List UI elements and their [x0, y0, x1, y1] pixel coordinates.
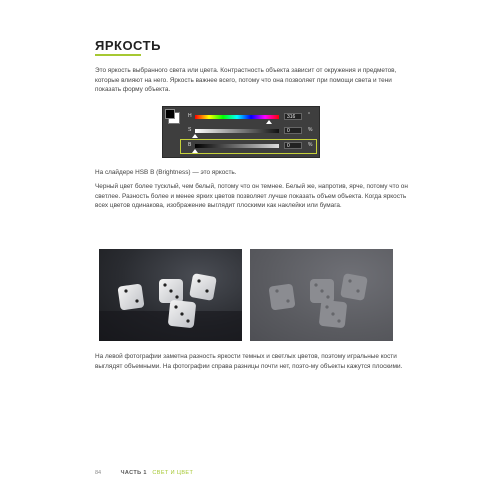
- die-left: [117, 283, 144, 310]
- slider-caption: На слайдере HSB B (Brightness) — это яркость.: [95, 169, 237, 176]
- saturation-unit: %: [308, 127, 313, 133]
- brightness-slider[interactable]: [195, 144, 279, 148]
- saturation-value-field[interactable]: 0: [284, 127, 302, 134]
- hue-slider[interactable]: [195, 115, 279, 119]
- brightness-label: B: [188, 142, 192, 148]
- title-underline: [95, 54, 141, 56]
- section-label: СВЕТ И ЦВЕТ: [152, 470, 194, 476]
- saturation-label: S: [188, 127, 192, 133]
- hue-unit: °: [308, 112, 310, 118]
- die-center: [159, 279, 183, 303]
- die-front: [168, 300, 197, 329]
- hue-slider-thumb[interactable]: [266, 120, 272, 124]
- page-title: ЯРКОСТЬ: [95, 38, 161, 53]
- body-paragraph: Черный цвет более тусклый, чем белый, потому что он темнее. Белый же, напротив, ярче, потому что он светлее. Разность более и менее ярких цветов позволяет лучше показать объем объекта. Когда яркость всех цветов одинакова, изображение выглядит плоскими как наклейки или бумага.: [95, 183, 408, 210]
- brightness-slider-thumb[interactable]: [192, 149, 198, 153]
- page-number: 84: [95, 470, 102, 476]
- saturation-slider[interactable]: [195, 129, 279, 133]
- part-label: ЧАСТЬ 1: [120, 470, 147, 476]
- brightness-value-field[interactable]: 0: [284, 142, 302, 149]
- hue-label: H: [188, 113, 192, 119]
- die-back-right: [189, 273, 217, 301]
- hsb-color-panel: [162, 106, 320, 158]
- foreground-color-swatch[interactable]: [165, 109, 175, 119]
- dice-photo-flat: [250, 249, 393, 341]
- saturation-slider-thumb[interactable]: [192, 134, 198, 138]
- dice-photo-contrast: [99, 249, 242, 341]
- intro-paragraph: Это яркость выбранного света или цвета. Контрастность объекта зависит от окружения и предметов, которые влияют на него. Яркость важнее всего, потому что она позволяет при помощи света и тени показать форму объекта.: [95, 67, 397, 94]
- flat-die-back-right: [340, 273, 368, 301]
- hue-value-field[interactable]: 316: [284, 113, 302, 120]
- photos-paragraph: На левой фотографии заметна разность яркости темных и светлых цветов, поэтому игральные кости выглядят объемными. На фотографии справа разницы почти нет, поэто-му объекты кажутся плоскими.: [95, 353, 403, 370]
- flat-die-left: [268, 283, 295, 310]
- page-footer: [95, 470, 193, 476]
- brightness-unit: %: [308, 142, 313, 148]
